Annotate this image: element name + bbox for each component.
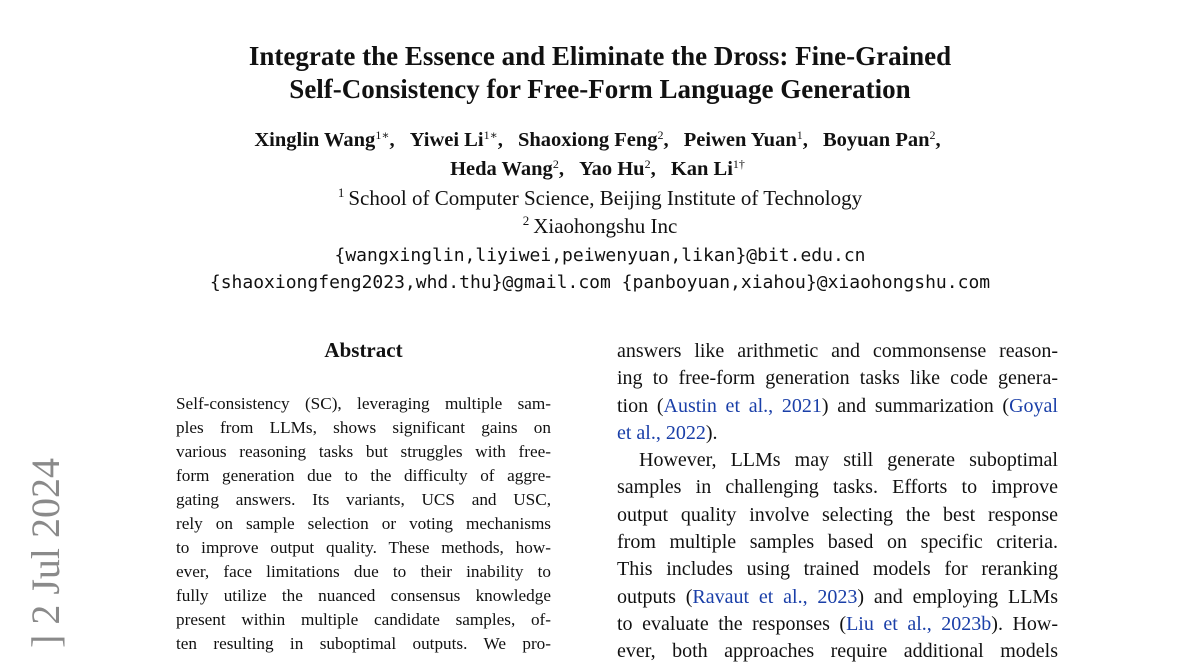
body-line: samples in challenging tasks. Efforts to improve	[617, 476, 1058, 499]
abstract-line: gating answers. Its variants, UCS and USC,	[176, 490, 551, 509]
author: Kan $Li^{1\dagger}$	[670, 157, 745, 180]
body-line: to evaluate the responses (Liu et al., 2023b). How-	[617, 612, 1058, 635]
abstract-line: form generation due to the difficulty of aggre-	[176, 466, 551, 485]
author-line-1	[150, 126, 1050, 155]
citation-link[interactable]: Ravaut et al., 2023	[692, 585, 858, 608]
body-line: answers like arithmetic and commonsense reason-	[617, 340, 1058, 362]
body-line: This includes using trained models for reranking	[617, 558, 1058, 581]
author: Peiwen Yuan$^1$,	[683, 128, 808, 151]
citation-link[interactable]: et al., 2022	[617, 421, 706, 444]
body-line: et al., 2022).	[617, 421, 718, 444]
affiliation-1: $^1$ School of Computer Science, Beijing Institute of Technology	[337, 185, 863, 210]
title-line-1: Integrate the Essence and Eliminate the Dross: Fine-Grained	[248, 41, 952, 71]
author-line-2	[150, 155, 1050, 184]
paper-title	[150, 40, 1050, 106]
email-line-2: {shaoxiongfeng2023,whd.thu}@gmail.com {panboyuan,xiahou}@xiaohongshu.com	[209, 272, 991, 293]
author: Shaoxiong Feng$^2$,	[517, 128, 669, 151]
body-line: tion (Austin et al., 2021) and summarization (Goyal	[617, 394, 1058, 417]
author: Yiwei $Li^{1∗}$,	[409, 128, 503, 151]
abstract-body	[176, 392, 551, 656]
body-line: outputs (Ravaut et al., 2023) and employing LLMs	[617, 585, 1058, 608]
body-paragraph-1	[617, 338, 1058, 447]
citation-link[interactable]: Goyal	[1009, 394, 1058, 417]
body-line: from multiple samples based on specific criteria.	[617, 531, 1058, 554]
body-line: output quality involve selecting the best response	[617, 503, 1058, 526]
email-line-1: {wangxinglin,liyiwei,peiwenyuan,likan}@bit.edu.cn	[334, 245, 866, 266]
author-list	[150, 126, 1050, 184]
body-line: ever, both approaches require additional models	[617, 640, 1058, 663]
body-text-column	[617, 338, 1058, 666]
citation-link[interactable]: Austin et al., 2021	[663, 394, 822, 417]
body-line: ing to free-form generation tasks like code genera-	[617, 367, 1058, 390]
abstract-line: various reasoning tasks but struggles with free-	[176, 442, 551, 461]
body-paragraph-2	[617, 447, 1058, 665]
abstract-line: Self-consistency (SC), leveraging multiple sam-	[176, 394, 551, 413]
abstract-line: ten resulting in suboptimal outputs. We pro-	[176, 634, 551, 653]
citation-link[interactable]: Liu et al., 2023b	[846, 612, 992, 635]
author: Xinglin Wang$^{1∗}$,	[254, 128, 395, 151]
author: Yao Hu$^2$,	[579, 157, 656, 180]
body-line: However, LLMs may still generate suboptimal	[639, 449, 1058, 472]
abstract-line: to improve output quality. These methods, how-	[176, 538, 551, 557]
abstract-line: ples from LLMs, shows significant gains on	[176, 418, 551, 437]
author: Boyuan Pan$^2$,	[822, 128, 941, 151]
abstract-line: present within multiple candidate samples, of-	[176, 610, 551, 629]
arxiv-date-stamp: ] 2 Jul 2024	[23, 458, 68, 648]
abstract-line: fully utilize the nuanced consensus knowledge	[176, 586, 551, 605]
abstract-line: ever, face limitations due to their inability to	[176, 562, 551, 581]
abstract-line: rely on sample selection or voting mechanisms	[176, 514, 551, 533]
affiliation-2: $^2$ Xiaohongshu Inc	[522, 213, 678, 238]
abstract-heading: Abstract	[324, 338, 403, 362]
title-line-2: Self-Consistency for Free-Form Language Generation	[289, 74, 911, 104]
author: Heda Wang$^2$,	[450, 157, 564, 180]
